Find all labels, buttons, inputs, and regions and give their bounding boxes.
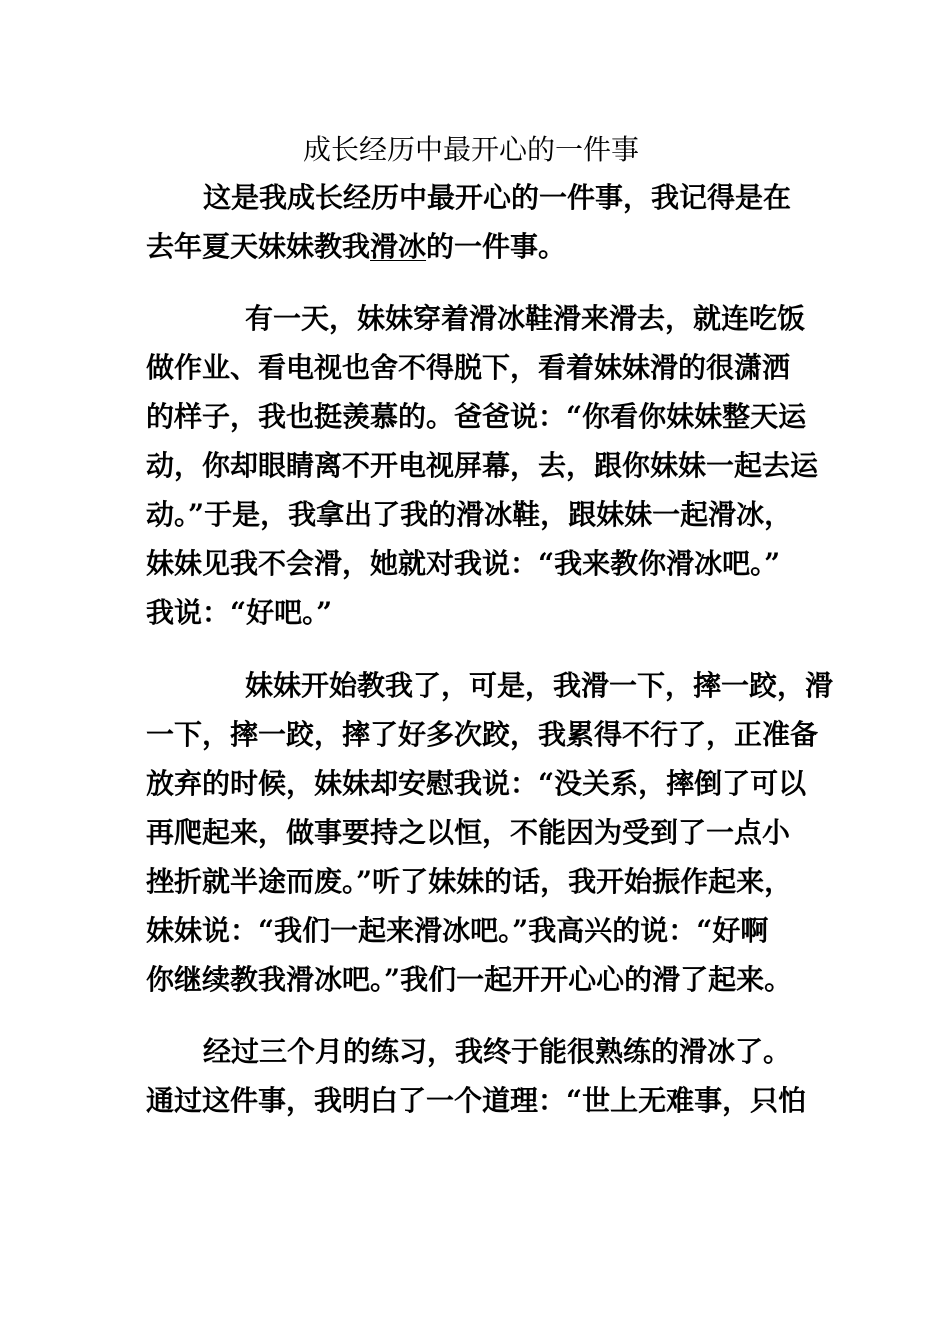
paragraph-1-line-1: 这是我成长经历中最开心的一件事，我记得是在 [203, 181, 792, 214]
paragraph-1-line-2-text-after: 的一件事。 [426, 230, 567, 263]
paragraph-2-line-5: 动。”于是，我拿出了我的滑冰鞋，跟妹妹一起滑冰， [146, 498, 793, 531]
document-title: 成长经历中最开心的一件事 [303, 133, 640, 166]
paragraph-2-line-2: 做作业、看电视也舍不得脱下，看着妹妹滑的很潇洒 [146, 351, 791, 384]
paragraph-3-line-5: 挫折就半途而废。”听了妹妹的话，我开始振作起来， [146, 865, 793, 898]
paragraph-3-line-4: 再爬起来，做事要持之以恒，不能因为受到了一点小 [146, 816, 791, 849]
underlined-skating-word: 滑冰 [370, 230, 427, 263]
paragraph-3-line-3: 放弃的时候，妹妹却安慰我说：“没关系，摔倒了可以 [146, 767, 807, 800]
paragraph-3-line-7: 你继续教我滑冰吧。”我们一起开开心心的滑了起来。 [146, 963, 793, 996]
paragraph-4-line-1: 经过三个月的练习，我终于能很熟练的滑冰了。 [203, 1035, 792, 1068]
paragraph-1-line-2 [146, 227, 566, 267]
paragraph-1-line-2-text-before: 去年夏天妹妹教我 [146, 230, 371, 263]
paragraph-3-line-6: 妹妹说：“我们一起来滑冰吧。”我高兴的说：“好啊 [146, 914, 769, 947]
paragraph-2-line-4: 动，你却眼睛离不开电视屏幕，去，跟你妹妹一起去运 [146, 449, 819, 482]
paragraph-3-line-2: 一下，摔一跤，摔了好多次跤，我累得不行了，正准备 [146, 718, 819, 751]
paragraph-2-line-6: 妹妹见我不会滑，她就对我说：“我来教你滑冰吧。” [146, 547, 781, 580]
paragraph-2-line-3: 的样子，我也挺羡慕的。爸爸说：“你看你妹妹整天运 [146, 400, 807, 433]
paragraph-2-line-1: 有一天，妹妹穿着滑冰鞋滑来滑去，就连吃饭 [245, 302, 806, 335]
paragraph-3-line-1: 妹妹开始教我了，可是，我滑一下，摔一跤，滑 [245, 669, 834, 702]
paragraph-4-line-2: 通过这件事，我明白了一个道理：“世上无难事，只怕 [146, 1084, 807, 1117]
paragraph-2-line-7: 我说：“好吧。” [146, 596, 333, 629]
